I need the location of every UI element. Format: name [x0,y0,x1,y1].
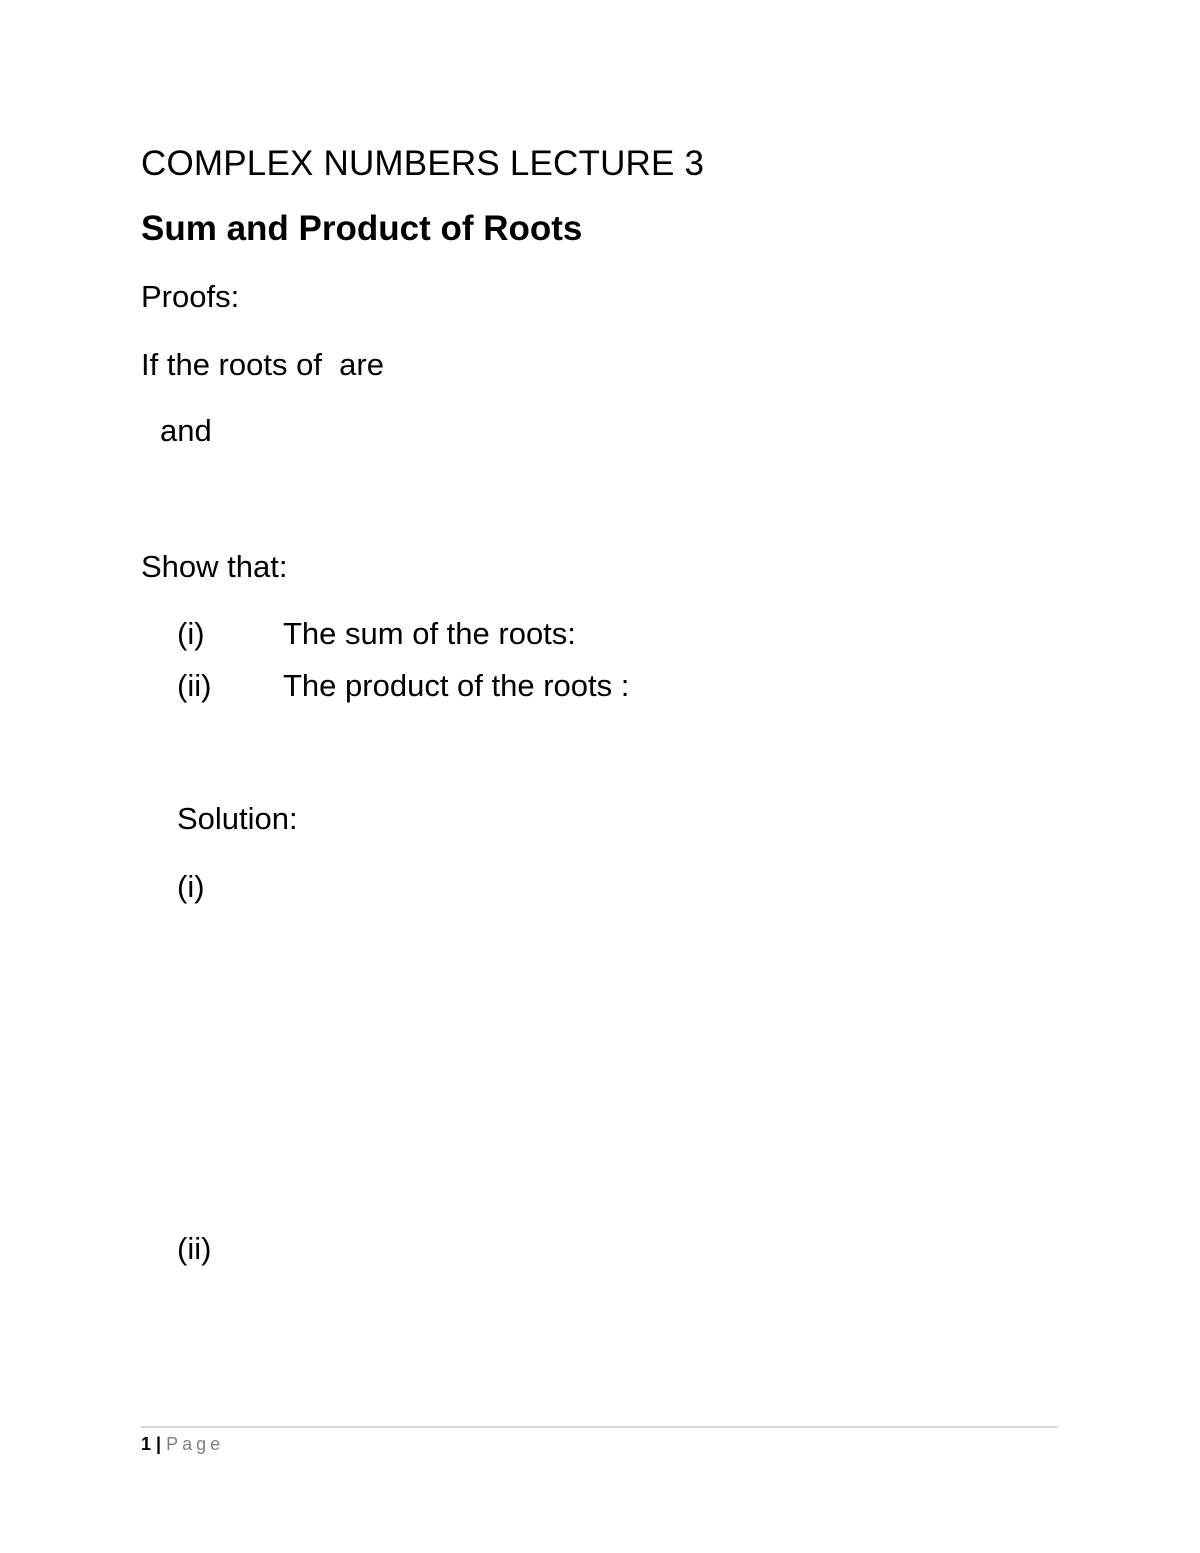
proofs-label: Proofs: [141,279,240,314]
list-item-text: The sum of the roots: [283,616,576,651]
solution-label: Solution: [177,801,298,836]
footer-divider [141,1426,1058,1428]
list-marker: (ii) [177,668,212,703]
roots-statement: If the roots of are [141,347,384,382]
solution-part-marker: (i) [177,869,205,904]
list-marker: (i) [177,616,205,651]
page-number: 1 [141,1434,152,1454]
and-line: and [160,413,212,448]
solution-part-marker: (ii) [177,1231,212,1266]
page-label: Page [166,1434,225,1454]
list-item-text: The product of the roots : [283,668,630,703]
page-footer [141,1435,224,1453]
show-that-label: Show that: [141,549,288,584]
footer-separator: | [156,1434,162,1454]
document-title: COMPLEX NUMBERS LECTURE 3 [141,144,705,183]
document-subtitle: Sum and Product of Roots [141,209,583,248]
